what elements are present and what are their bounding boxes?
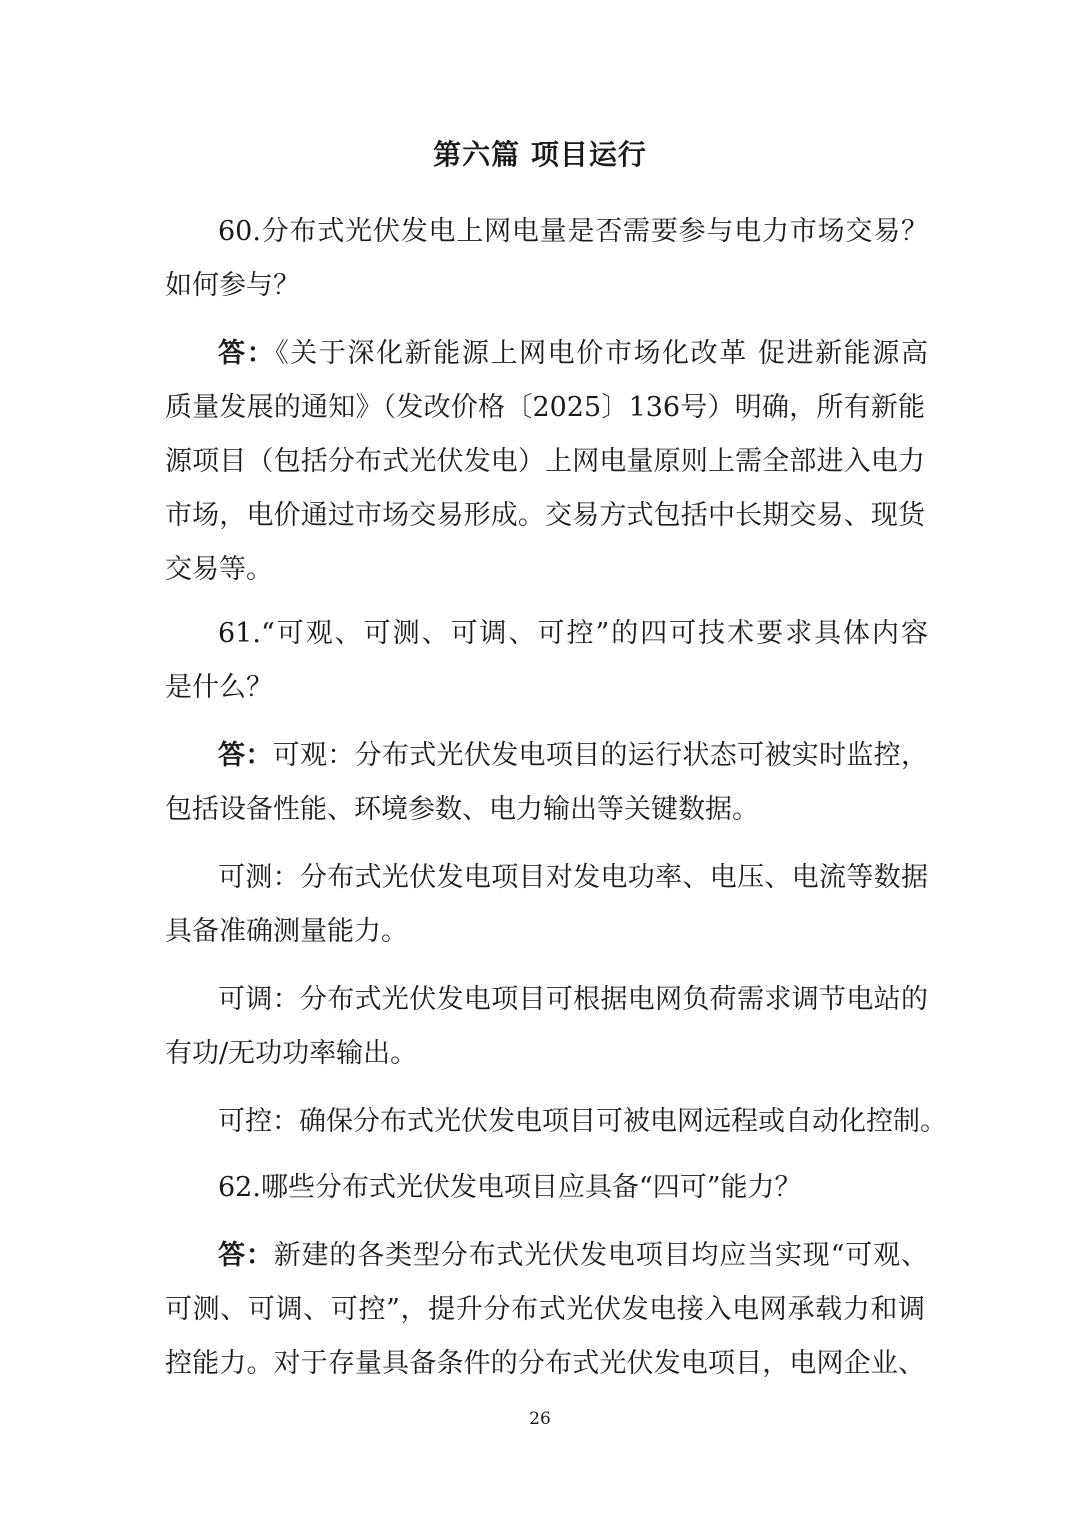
question-62-line-1: 62.哪些分布式光伏发电项目应具备“四可”能力？ bbox=[218, 1172, 802, 1203]
question-61-line-2: 是什么？ bbox=[165, 672, 273, 703]
answer-60-line-1 bbox=[218, 336, 928, 372]
answer-label: 答： bbox=[218, 1240, 274, 1271]
answer-60-line-2: 质量发展的通知》（发改价格〔2025〕136号）明确，所有新能 bbox=[165, 392, 925, 423]
answer-60-text-1: 《关于深化新能源上网电价市场化改革 促进新能源高 bbox=[275, 338, 928, 369]
page-title: 第六篇 项目运行 bbox=[433, 138, 647, 171]
answer-60-line-3: 源项目（包括分布式光伏发电）上网电量原则上需全部进入电力 bbox=[165, 446, 925, 477]
answer-61-line-3: 可测：分布式光伏发电项目对发电功率、电压、电流等数据 bbox=[218, 862, 928, 893]
answer-60-line-5: 交易等。 bbox=[165, 554, 273, 585]
answer-62-text-1: 新建的各类型分布式光伏发电项目均应当实现“可观、 bbox=[273, 1240, 928, 1271]
question-61-line-1: 61.“可观、可测、可调、可控”的四可技术要求具体内容 bbox=[218, 618, 928, 649]
answer-61-line-7: 可控：确保分布式光伏发电项目可被电网远程或自动化控制。 bbox=[218, 1106, 947, 1137]
answer-62-line-1 bbox=[218, 1238, 928, 1274]
answer-60-line-4: 市场，电价通过市场交易形成。交易方式包括中长期交易、现货 bbox=[165, 500, 925, 531]
answer-61-line-2: 包括设备性能、环境参数、电力输出等关键数据。 bbox=[165, 794, 759, 825]
answer-label: 答： bbox=[218, 740, 273, 771]
answer-62-line-2: 可测、可调、可控”，提升分布式光伏发电接入电网承载力和调 bbox=[165, 1294, 925, 1325]
answer-61-line-6: 有功/无功功率输出。 bbox=[165, 1038, 418, 1069]
answer-61-text-1: 可观：分布式光伏发电项目的运行状态可被实时监控， bbox=[272, 740, 928, 771]
question-60-line-1: 60.分布式光伏发电上网电量是否需要参与电力市场交易？ bbox=[218, 216, 928, 247]
answer-61-line-5: 可调：分布式光伏发电项目可根据电网负荷需求调节电站的 bbox=[218, 984, 928, 1015]
answer-label: 答： bbox=[218, 338, 276, 369]
page-number: 26 bbox=[529, 1409, 551, 1429]
answer-61-line-1 bbox=[218, 738, 928, 774]
answer-62-line-3: 控能力。对于存量具备条件的分布式光伏发电项目，电网企业、 bbox=[165, 1348, 925, 1379]
question-60-line-2: 如何参与？ bbox=[165, 270, 300, 301]
answer-61-line-4: 具备准确测量能力。 bbox=[165, 916, 408, 947]
